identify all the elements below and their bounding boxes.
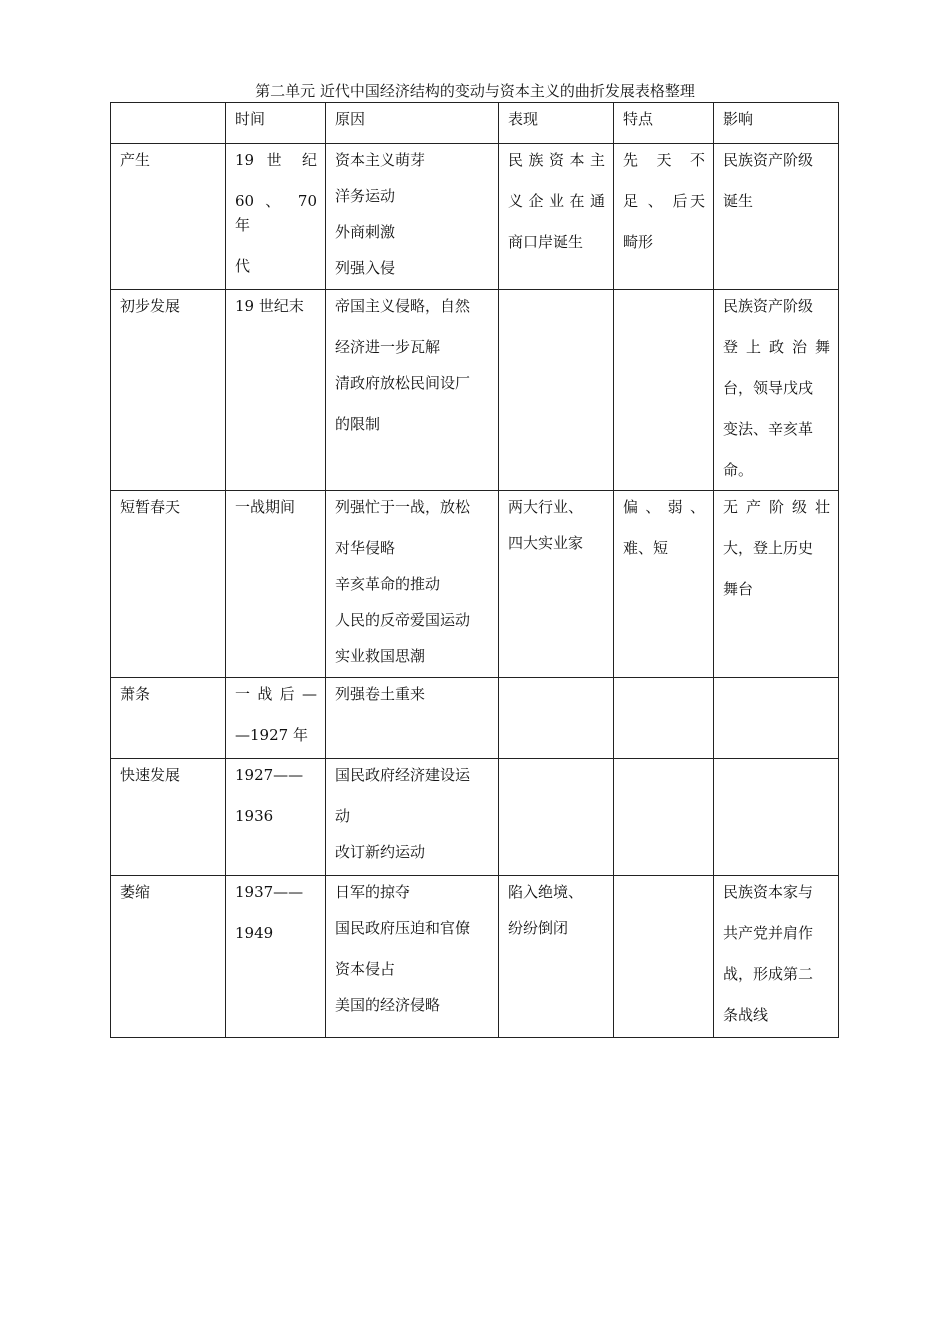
impact-line: 台，领导戊戌 (723, 379, 814, 397)
impact-cell (714, 491, 839, 678)
table-header-row (111, 103, 839, 144)
table-row (111, 144, 839, 290)
header-cell-reasons: 原因 (326, 103, 499, 144)
reason-line: 资本侵占 (335, 960, 396, 978)
time-cell (226, 876, 326, 1038)
impact-line: 民族资产阶级 (723, 151, 814, 169)
time-line: —1927 年 (235, 726, 308, 744)
reasons-cell (326, 144, 499, 290)
reason-line: 列强入侵 (335, 259, 396, 277)
time-cell (226, 678, 326, 759)
time-line: 1949 (235, 924, 274, 942)
time-cell (226, 491, 326, 678)
summary-table (110, 102, 839, 1038)
time-cell (226, 759, 326, 876)
reason-line: 国民政府压迫和官僚 (335, 919, 471, 937)
manifestation-line: 义企业在通 (508, 192, 605, 210)
reason-line: 经济进一步瓦解 (335, 338, 441, 356)
impact-line: 登 上 政 治 舞 (723, 338, 830, 356)
reasons-cell (326, 759, 499, 876)
header-cell-time: 时间 (226, 103, 326, 144)
features-cell (614, 290, 714, 491)
manifestation-line: 商口岸诞生 (508, 233, 584, 251)
impact-line: 民族资产阶级 (723, 297, 814, 315)
reason-line: 外商刺激 (335, 223, 396, 241)
manifestation-line: 民族资本主 (508, 151, 605, 169)
stage-cell: 产生 (111, 144, 226, 290)
reasons-cell (326, 491, 499, 678)
feature-line: 畸形 (623, 233, 654, 251)
reason-line: 改订新约运动 (335, 843, 426, 861)
page-title: 第二单元 近代中国经济结构的变动与资本主义的曲折发展表格整理 (255, 82, 695, 100)
impact-line: 无 产 阶 级 壮 (723, 498, 830, 516)
manifestation-line: 四大实业家 (508, 534, 584, 552)
time-line: 1937—— (235, 883, 304, 901)
impact-cell (714, 144, 839, 290)
features-cell (614, 144, 714, 290)
stage-cell: 短暂春天 (111, 491, 226, 678)
features-cell (614, 678, 714, 759)
impact-line: 民族资本家与 (723, 883, 814, 901)
impact-cell (714, 678, 839, 759)
reasons-cell (326, 290, 499, 491)
table-row (111, 876, 839, 1038)
impact-line: 命。 (723, 461, 754, 479)
impact-cell (714, 876, 839, 1038)
impact-line: 舞台 (723, 580, 754, 598)
time-line: 一 战 后 — (235, 685, 317, 703)
stage-cell: 萎缩 (111, 876, 226, 1038)
impact-cell (714, 759, 839, 876)
stage-cell: 初步发展 (111, 290, 226, 491)
time-cell (226, 144, 326, 290)
reason-line: 清政府放松民间设厂 (335, 374, 471, 392)
manifestation-cell (499, 678, 614, 759)
stage-cell: 快速发展 (111, 759, 226, 876)
header-cell-features: 特点 (614, 103, 714, 144)
manifestation-line: 纷纷倒闭 (508, 919, 569, 937)
reason-line: 帝国主义侵略，自然 (335, 297, 471, 315)
table-row (111, 290, 839, 491)
manifestation-cell (499, 491, 614, 678)
features-cell (614, 759, 714, 876)
manifestation-cell (499, 759, 614, 876)
time-line: 一战期间 (235, 498, 296, 516)
reason-line: 对华侵略 (335, 539, 396, 557)
reason-line: 国民政府经济建设运 (335, 766, 471, 784)
manifestation-cell (499, 876, 614, 1038)
reason-line: 美国的经济侵略 (335, 996, 441, 1014)
impact-line: 诞生 (723, 192, 754, 210)
reason-line: 的限制 (335, 415, 381, 433)
reasons-cell (326, 678, 499, 759)
feature-line: 偏 、 弱 、 (623, 498, 705, 516)
reasons-cell (326, 876, 499, 1038)
time-line: 代 (235, 257, 251, 275)
table-row (111, 491, 839, 678)
reason-line: 日军的掠夺 (335, 883, 411, 901)
manifestation-line: 陷入绝境、 (508, 883, 584, 901)
time-line: 19 世 纪 (235, 151, 317, 169)
features-cell (614, 876, 714, 1038)
reason-line: 洋务运动 (335, 187, 396, 205)
manifestation-cell (499, 144, 614, 290)
reason-line: 动 (335, 807, 351, 825)
manifestation-cell (499, 290, 614, 491)
impact-line: 变法、辛亥革 (723, 420, 814, 438)
header-cell-manifestation: 表现 (499, 103, 614, 144)
reason-line: 辛亥革命的推动 (335, 575, 441, 593)
reason-line: 实业救国思潮 (335, 647, 426, 665)
time-line: 60 、 70 年 (235, 192, 317, 234)
time-cell (226, 290, 326, 491)
impact-line: 条战线 (723, 1006, 769, 1024)
header-cell-blank (111, 103, 226, 144)
impact-line: 大，登上历史 (723, 539, 814, 557)
impact-line: 共产党并肩作 (723, 924, 814, 942)
stage-cell: 萧条 (111, 678, 226, 759)
time-line: 19 世纪末 (235, 297, 304, 315)
reason-line: 人民的反帝爱国运动 (335, 611, 471, 629)
manifestation-line: 两大行业、 (508, 498, 584, 516)
reason-line: 资本主义萌芽 (335, 151, 426, 169)
reason-line: 列强忙于一战，放松 (335, 498, 471, 516)
features-cell (614, 491, 714, 678)
table-row (111, 759, 839, 876)
time-line: 1927—— (235, 766, 304, 784)
feature-line: 足 、 后天 (623, 192, 705, 210)
impact-cell (714, 290, 839, 491)
header-cell-impact: 影响 (714, 103, 839, 144)
time-line: 1936 (235, 807, 274, 825)
reason-line: 列强卷土重来 (335, 685, 426, 703)
feature-line: 难、短 (623, 539, 669, 557)
table-row (111, 678, 839, 759)
impact-line: 战，形成第二 (723, 965, 814, 983)
feature-line: 先 天 不 (623, 151, 705, 169)
